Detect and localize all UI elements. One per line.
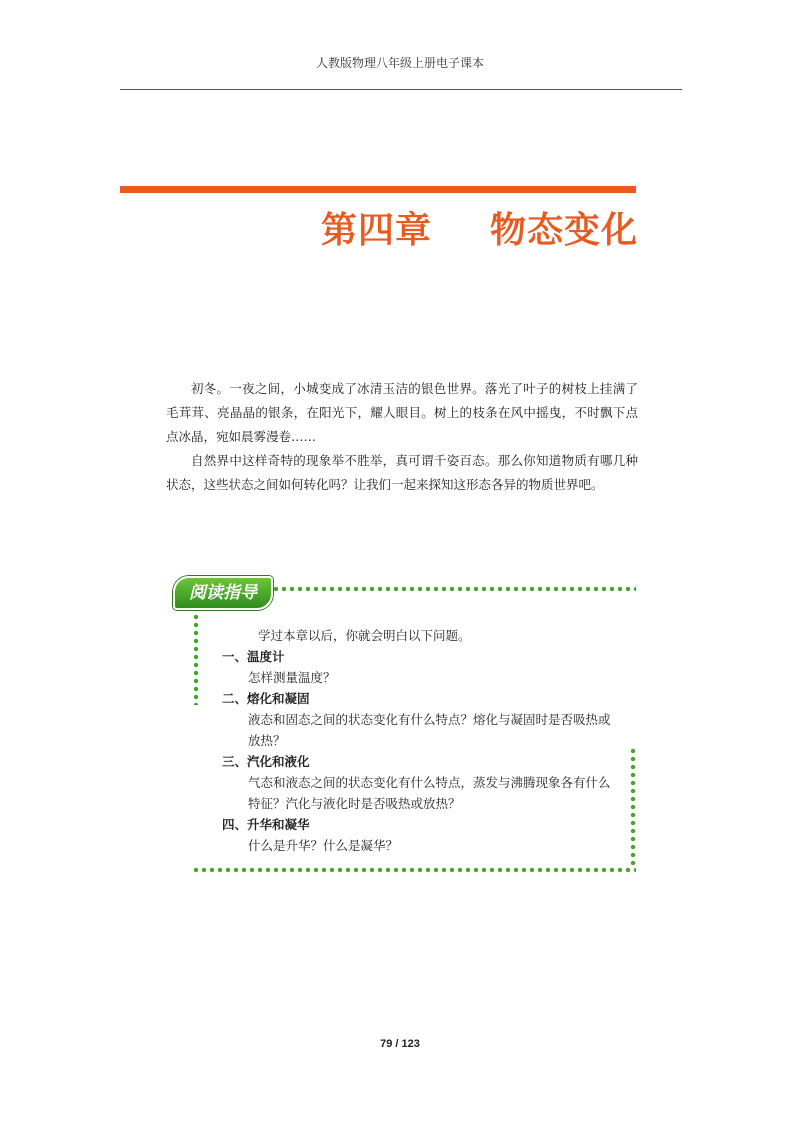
reading-guide-badge: 阅读指导 <box>173 576 273 610</box>
dotted-border-top <box>272 586 636 592</box>
guide-section-title: 一、温度计 <box>222 649 285 664</box>
guide-section-title: 三、汽化和液化 <box>222 754 310 769</box>
guide-section <box>222 688 622 751</box>
dotted-border-left <box>193 605 199 705</box>
dotted-border-right <box>630 747 636 865</box>
intro-paragraph: 自然界中这样奇特的现象举不胜举，真可谓千姿百态。那么你知道物质有哪几种状态，这些状态之间如何转化吗？让我们一起来探知这形态各异的物质世界吧。 <box>166 453 638 492</box>
chapter-number: 第四章 <box>320 210 432 251</box>
reading-guide-box <box>180 577 640 877</box>
page-number: 79 / 123 <box>380 1038 420 1050</box>
guide-section <box>222 646 622 688</box>
dotted-border-bottom <box>192 867 636 873</box>
guide-section-title: 二、熔化和凝固 <box>222 691 310 706</box>
guide-section-title: 四、升华和凝华 <box>222 817 310 832</box>
guide-section <box>222 814 622 856</box>
chapter-intro <box>166 377 638 497</box>
guide-section-body: 气态和液态之间的状态变化有什么特点，蒸发与沸腾现象各有什么特征？汽化与液化时是否吸热或放热？ <box>248 775 611 811</box>
document-header-title: 人教版物理八年级上册电子课本 <box>315 56 484 70</box>
guide-section <box>222 751 622 814</box>
guide-section-body: 液态和固态之间的状态变化有什么特点？熔化与凝固时是否吸热或放热？ <box>248 712 611 748</box>
intro-paragraph: 初冬。一夜之间，小城变成了冰清玉洁的银色世界。落光了叶子的树枝上挂满了毛茸茸、亮晶晶的银条，在阳光下，耀人眼目。树上的枝条在风中摇曳，不时飘下点点冰晶，宛如晨雾漫卷…… <box>166 381 638 444</box>
guide-lead: 学过本章以后，你就会明白以下问题。 <box>258 628 471 643</box>
guide-section-body: 怎样测量温度？ <box>248 670 336 685</box>
reading-guide-content <box>222 625 622 856</box>
chapter-title <box>321 202 638 253</box>
chapter-accent-bar <box>120 186 636 193</box>
guide-section-body: 什么是升华？什么是凝华？ <box>248 838 399 853</box>
header-divider <box>120 89 682 90</box>
chapter-name: 物态变化 <box>489 210 638 251</box>
